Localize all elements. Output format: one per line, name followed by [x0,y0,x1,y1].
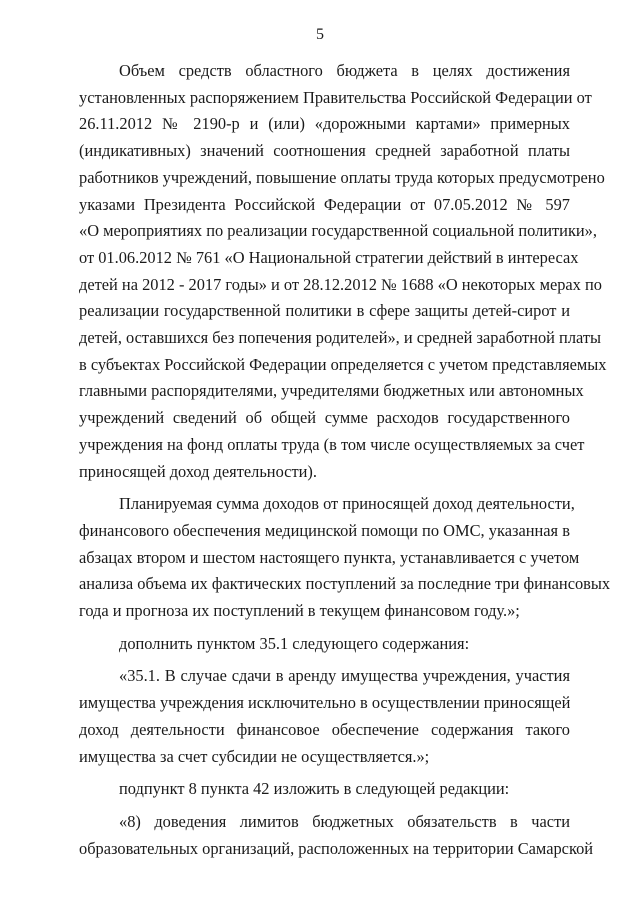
text-line: от 01.06.2012 № 761 «О Национальной стратегии действий в интересах [79,247,579,267]
text-line: дополнить пунктом 35.1 следующего содержания: [119,633,470,653]
text-line: учреждения на фонд оплаты труда (в том числе осуществляемых за счет [79,434,585,454]
text-line: «8) доведения лимитов бюджетных обязательств в части [119,811,570,831]
text-line: приносящей доход деятельности). [79,461,317,481]
text-line: работников учреждений, повышение оплаты труда которых предусмотрено [79,167,605,187]
text-line: образовательных организаций, расположенных на территории Самарской [79,838,594,858]
text-line: указами Президента Российской Федерации от 07.05.2012 № 597 [79,194,570,214]
text-line: абзацах втором и шестом настоящего пункта, устанавливается с учетом [79,547,580,567]
text-line: подпункт 8 пункта 42 изложить в следующей редакции: [119,779,510,799]
text-line: имущества учреждения исключительно в осуществлении приносящей [79,693,571,713]
paragraph-subclause-8 [79,776,570,803]
text-line: 26.11.2012 № 2190-р и (или) «дорожными картами» примерных [79,114,570,134]
text-line: реализации государственной политики в сфере защиты детей-сирот и [79,301,570,321]
text-line: Объем средств областного бюджета в целях достижения [119,61,570,80]
text-line: финансового обеспечения медицинской помощи по ОМС, указанная в [79,520,570,540]
text-line: «О мероприятиях по реализации государственной социальной политики», [79,221,597,241]
paragraph-planned-income [79,491,611,625]
text-line: доход деятельности финансовое обеспечение содержания такого [79,719,570,739]
text-line: Планируемая сумма доходов от приносящей доход деятельности, [119,494,575,514]
document-body [79,58,611,862]
text-line: детей, оставшихся без попечения родителей», и средней заработной платы [79,328,602,348]
text-line: детей на 2012 - 2017 годы» и от 28.12.2012 № 1688 «О некоторых мерах по [79,274,602,294]
text-line: в субъектах Российской Федерации определяется с учетом представляемых [79,354,607,374]
paragraph-clause-35-1 [79,663,570,770]
text-line: главными распорядителями, учредителями бюджетных или автономных [79,381,584,401]
text-line: года и прогноза их поступлений в текущем финансовом году.»; [79,601,520,621]
page-number: 5 [316,26,324,43]
paragraph-budget-volume [79,58,607,485]
text-line: (индикативных) значений соотношения средней заработной платы [79,141,570,161]
text-line: анализа объема их фактических поступлений за последние три финансовых [79,574,611,594]
text-line: «35.1. В случае сдачи в аренду имущества учреждения, участия [119,666,570,686]
paragraph-add-clause [79,631,570,658]
text-line: установленных распоряжением Правительства Российской Федерации от [79,87,592,107]
text-line: учреждений сведений об общей сумме расходов государственного [79,408,570,428]
text-line: имущества за счет субсидии не осуществляется.»; [79,746,430,766]
paragraph-item-8 [79,809,594,862]
